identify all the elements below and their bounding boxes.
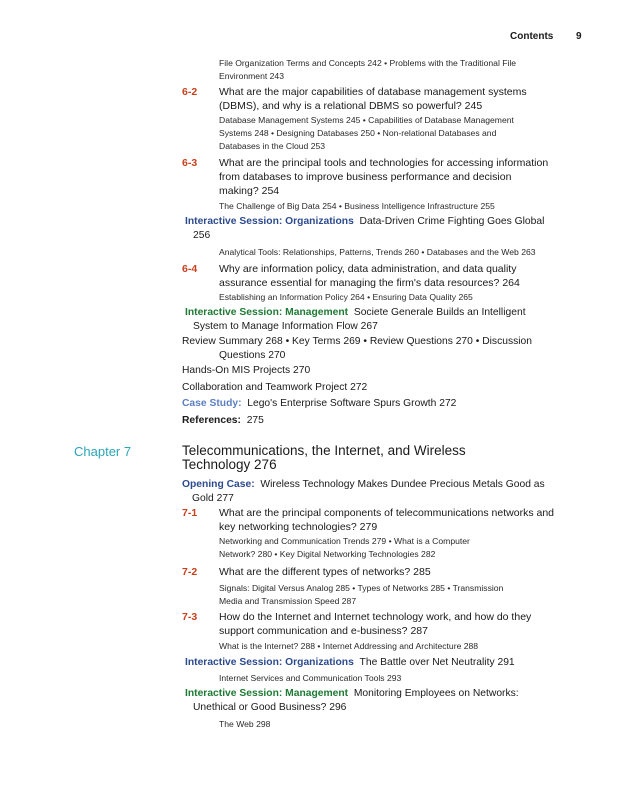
- sub-line: Network? 280 • Key Digital Networking Technologies 282: [219, 549, 436, 559]
- chapter-title-line: Technology 276: [182, 457, 277, 472]
- learning-objective: [219, 610, 531, 638]
- learning-objective: [219, 506, 554, 534]
- sub-line: The Web 298: [219, 719, 271, 729]
- references-label: References:: [182, 415, 241, 426]
- chapter-label: Chapter 7: [74, 444, 132, 459]
- toc-subtopics: [219, 718, 270, 731]
- question-line: What are the principal components of telecommunications networks and: [219, 507, 555, 519]
- learning-objective: [219, 85, 527, 113]
- toc-subtopics: [219, 535, 470, 561]
- session-title: The Battle over Net Neutrality 291: [359, 657, 515, 668]
- hands-on-projects: Hands-On MIS Projects 270: [182, 365, 311, 376]
- sub-line: Signals: Digital Versus Analog 285 • Types of Networks 285 • Transmission: [219, 583, 504, 593]
- item-line: Questions 270: [219, 350, 286, 361]
- section-number: 7-3: [182, 611, 198, 623]
- interactive-session-organizations: [185, 656, 515, 670]
- section-number: 6-2: [182, 86, 198, 98]
- session-title: Monitoring Employees on Networks:: [353, 688, 519, 699]
- review-summary: [182, 335, 532, 363]
- case-study-label: Case Study:: [182, 398, 242, 409]
- session-title: Data-Driven Crime Fighting Goes Global: [359, 216, 545, 227]
- collaboration-project: Collaboration and Teamwork Project 272: [182, 382, 368, 393]
- session-title-cont: Unethical or Good Business? 296: [193, 702, 347, 713]
- question-line: key networking technologies? 279: [219, 521, 378, 533]
- question-line: What are the principal tools and technologies for accessing information: [219, 157, 549, 169]
- learning-objective: [219, 156, 548, 198]
- section-number: 7-1: [182, 507, 198, 519]
- learning-objective: [219, 565, 431, 579]
- sub-line: Analytical Tools: Relationships, Patterns, Trends 260 • Databases and the Web 263: [219, 247, 536, 257]
- opening-case-title-cont: Gold 277: [192, 493, 234, 504]
- toc-subtopics: [219, 582, 503, 608]
- item-line: Review Summary 268 • Key Terms 269 • Review Questions 270 • Discussion: [182, 336, 532, 347]
- question-line: assurance essential for managing the firm's data resources? 264: [219, 277, 520, 289]
- section-number: 6-3: [182, 157, 198, 169]
- sub-line: Systems 248 • Designing Databases 250 • Non-relational Databases and: [219, 128, 497, 138]
- case-study-title: Lego's Enterprise Software Spurs Growth 272: [247, 398, 457, 409]
- toc-subtopics: [219, 672, 401, 685]
- toc-subtopics: [219, 640, 478, 653]
- session-label: Interactive Session: Management: [185, 688, 349, 699]
- sub-line: Media and Transmission Speed 287: [219, 596, 357, 606]
- chapter-title: [182, 444, 466, 472]
- question-line: support communication and e-business? 287: [219, 625, 428, 637]
- question-line: (DBMS), and why is a relational DBMS so powerful? 245: [219, 100, 483, 112]
- session-label: Interactive Session: Management: [185, 307, 349, 318]
- opening-case-title: Wireless Technology Makes Dundee Precious Metals Good as: [260, 479, 545, 490]
- sub-line: Networking and Communication Trends 279 • What is a Computer: [219, 536, 470, 546]
- interactive-session-management: [185, 687, 519, 715]
- session-title: Societe Generale Builds an Intelligent: [353, 307, 526, 318]
- question-line: Why are information policy, data administration, and data quality: [219, 263, 517, 275]
- case-study: [182, 397, 456, 411]
- question-line: What are the different types of networks? 285: [219, 566, 431, 578]
- chapter-title-line: Telecommunications, the Internet, and Wireless: [182, 443, 466, 458]
- question-line: from databases to improve business performance and decision: [219, 171, 512, 183]
- references: [182, 414, 264, 428]
- toc-subtopics: [219, 57, 516, 83]
- interactive-session-organizations: [185, 215, 544, 243]
- question-line: How do the Internet and Internet technology work, and how do they: [219, 611, 532, 623]
- sub-line: Databases in the Cloud 253: [219, 141, 326, 151]
- toc-subtopics: [219, 246, 536, 259]
- sub-line: File Organization Terms and Concepts 242 • Problems with the Traditional File: [219, 58, 517, 68]
- session-page: 256: [193, 230, 211, 241]
- opening-case: [182, 478, 545, 506]
- learning-objective: [219, 262, 520, 290]
- section-number: 6-4: [182, 263, 198, 275]
- sub-line: Establishing an Information Policy 264 • Ensuring Data Quality 265: [219, 292, 473, 302]
- opening-case-label: Opening Case:: [182, 479, 255, 490]
- question-line: What are the major capabilities of database management systems: [219, 86, 527, 98]
- running-header-title: Contents: [510, 31, 554, 42]
- sub-line: Internet Services and Communication Tools 293: [219, 673, 402, 683]
- question-line: making? 254: [219, 185, 280, 197]
- page-number: 9: [576, 31, 582, 42]
- references-page: 275: [246, 415, 264, 426]
- toc-subtopics: [219, 291, 473, 304]
- section-number: 7-2: [182, 566, 198, 578]
- session-label: Interactive Session: Organizations: [185, 657, 354, 668]
- session-label: Interactive Session: Organizations: [185, 216, 354, 227]
- session-title-cont: System to Manage Information Flow 267: [193, 321, 378, 332]
- sub-line: The Challenge of Big Data 254 • Business Intelligence Infrastructure 255: [219, 201, 495, 211]
- toc-subtopics: [219, 114, 514, 153]
- sub-line: What is the Internet? 288 • Internet Addressing and Architecture 288: [219, 641, 479, 651]
- sub-line: Environment 243: [219, 71, 284, 81]
- sub-line: Database Management Systems 245 • Capabilities of Database Management: [219, 115, 514, 125]
- toc-subtopics: [219, 200, 495, 213]
- interactive-session-management: [185, 306, 526, 334]
